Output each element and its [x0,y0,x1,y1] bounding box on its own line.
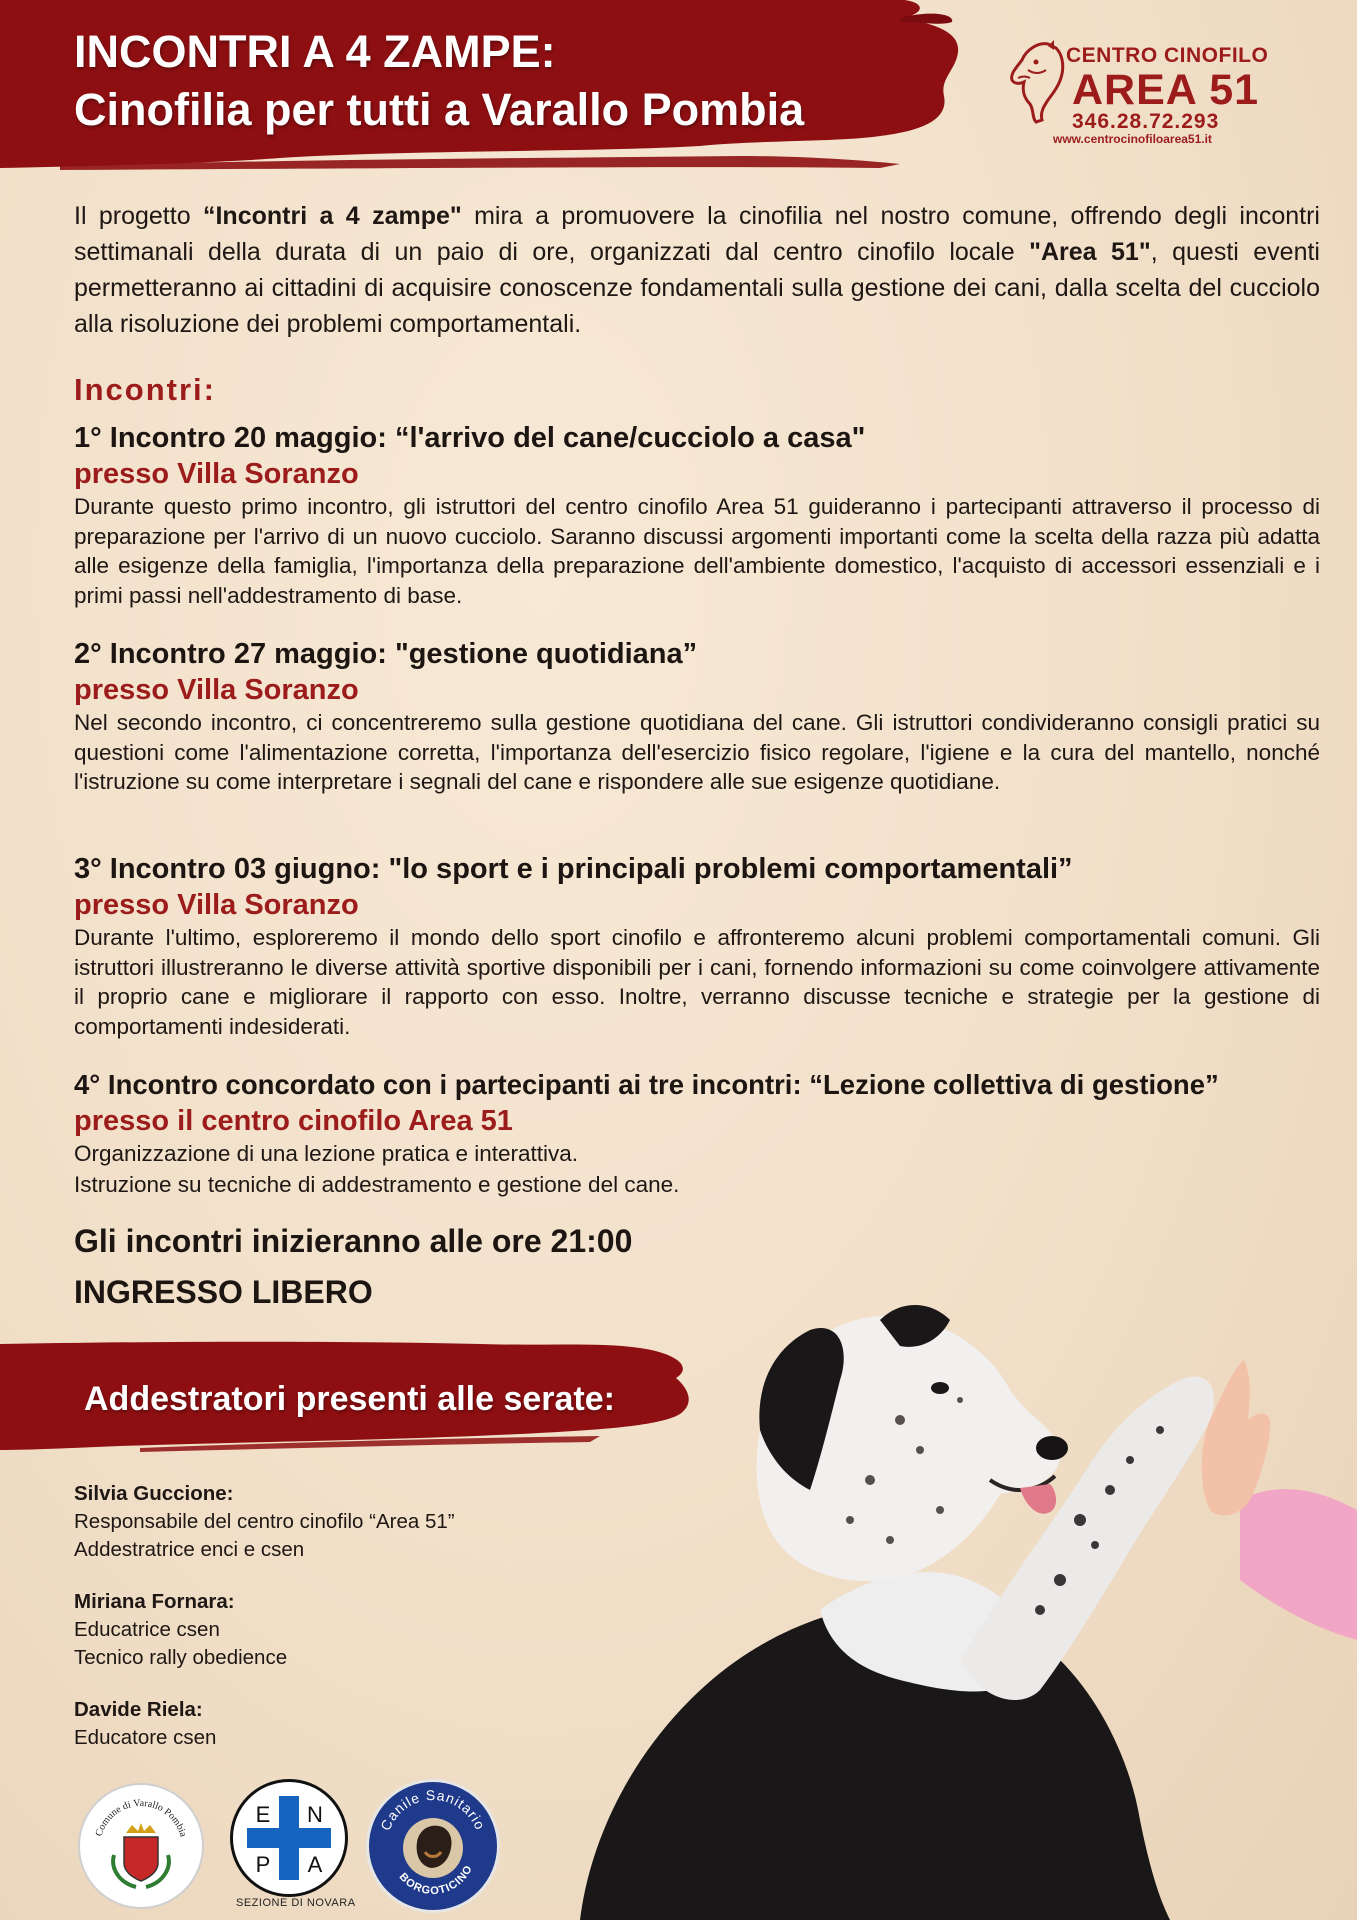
header-title-line1: INCONTRI A 4 ZAMPE: [74,26,556,77]
logo-website: www.centrocinofiloarea51.it [1053,132,1212,146]
trainer-name: Silvia Guccione: [74,1482,234,1505]
free-entry: INGRESSO LIBERO [74,1274,373,1310]
trainer-3 [74,1696,216,1752]
section-heading-incontri: Incontri: [74,372,216,407]
intro-part3: , questi eventi permetteranno ai cittadini di acquisire conoscenze fondamentali sulla gestione dei cani, dalla scelta del cucciolo alla risoluzione dei problemi comportamentali. [74,238,1320,338]
event-title: 3° Incontro 03 giugno: "lo sport e i principali problemi comportamentali” [74,853,1073,885]
enpa-letter-n: N [307,1802,323,1827]
intro-part2: mira a promuovere la cinofilia nel nostro comune, offrendo degli incontri settimanali della durata di un paio di ore, organizzati dal centro cinofilo locale [74,202,1320,266]
event-4 [74,1068,1320,1199]
header-title-line2: Cinofilia per tutti a Varallo Pombia [74,84,805,135]
comune-varallo-pombia-logo [78,1783,204,1909]
start-time: Gli incontri inizieranno alle ore 21:00 [74,1223,633,1259]
logo-phone: 346.28.72.293 [1072,110,1220,133]
trainer-name: Davide Riela: [74,1698,203,1721]
comune-seal-icon [80,1785,202,1907]
logo-line2: AREA 51 [1072,66,1260,114]
comune-seal-text: Comune di Varallo Pombia [93,1797,189,1839]
event-venue: presso Villa Soranzo [74,458,359,490]
trainer-role: Addestratrice enci e csen [74,1538,305,1561]
event-description: Durante l'ultimo, esploreremo il mondo dello sport cinofilo e affronteremo alcuni problemi comportamentali comuni. Gli istruttori illustreranno le diverse attività sportive disponibili per i cani, fornendo informazioni su come coinvolgere attivamente il proprio cane e migliorare il rapporto con esso. Inoltre, verranno discusse tecniche e strategie per la gestione di comportamenti indesiderati. [74,925,1320,1039]
trainer-name: Miriana Fornara: [74,1590,235,1613]
canile-seal-icon [369,1782,497,1910]
intro-center-name: "Area 51" [1029,238,1151,266]
enpa-cross-icon [233,1782,345,1894]
intro-paragraph [74,198,1320,342]
trainer-2 [74,1588,287,1672]
trainer-role: Educatore csen [74,1726,217,1749]
intro-project-name: “Incontri a 4 zampe" [202,202,462,230]
enpa-letter-e: E [255,1802,271,1827]
trainer-role: Responsabile del centro cinofilo “Area 51” [74,1510,455,1533]
trainer-role: Tecnico rally obedience [74,1646,288,1669]
event-title: 4° Incontro concordato con i partecipanti ai tre incontri: “Lezione collettiva di gestione” [74,1069,1219,1100]
event-3 [74,852,1320,1041]
event-venue: presso Villa Soranzo [74,889,359,921]
enpa-caption: SEZIONE DI NOVARA [236,1897,356,1909]
event-2 [74,637,1320,797]
event-venue: presso il centro cinofilo Area 51 [74,1105,513,1137]
enpa-logo [230,1779,348,1897]
trainer-1 [74,1480,455,1564]
trainers-heading: Addestratori presenti alle serate: [84,1380,615,1418]
canile-sanitario-logo [366,1779,500,1913]
intro-part1: Il progetto [74,202,203,230]
trainer-role: Educatrice csen [74,1618,220,1641]
event-description: Durante questo primo incontro, gli istruttori del centro cinofilo Area 51 guideranno i partecipanti attraverso il processo di preparazione per l'arrivo di un nuovo cucciolo. Saranno discussi argomenti importanti come la scelta della razza più adatta alle esigenze della famiglia, l'importanza della preparazione dell'ambiente domestico, l'acquisto di accessori essenziali e i primi passi nell'addestramento di base. [74,494,1320,608]
event-venue: presso Villa Soranzo [74,674,359,706]
enpa-letter-a: A [307,1852,323,1877]
event-description: Nel secondo incontro, ci concentreremo sulla gestione quotidiana del cane. Gli istruttori condivideranno consigli pratici su questioni come l'alimentazione corretta, l'importanza dell'esercizio fisico regolare, l'igiene e la cura del mantello, nonché l'istruzione su come interpretare i segnali del cane e rispondere alle sue esigenze quotidiane. [74,710,1320,794]
event-description-line1: Organizzazione di una lezione pratica e interattiva. [74,1141,579,1166]
canile-top-text: Canile Sanitario [377,1786,489,1833]
logo-line1: CENTRO CINOFILO [1066,44,1269,67]
event-description-line2: Istruzione su tecniche di addestramento e gestione del cane. [74,1171,680,1197]
event-title: 2° Incontro 27 maggio: "gestione quotidiana” [74,638,698,670]
event-title: 1° Incontro 20 maggio: “l'arrivo del cane/cucciolo a casa" [74,422,866,454]
dog-head-logo-icon [1008,40,1074,124]
event-1 [74,421,1320,610]
enpa-letter-p: P [255,1852,271,1877]
canile-bottom-text: BORGOTICINO [396,1863,476,1898]
